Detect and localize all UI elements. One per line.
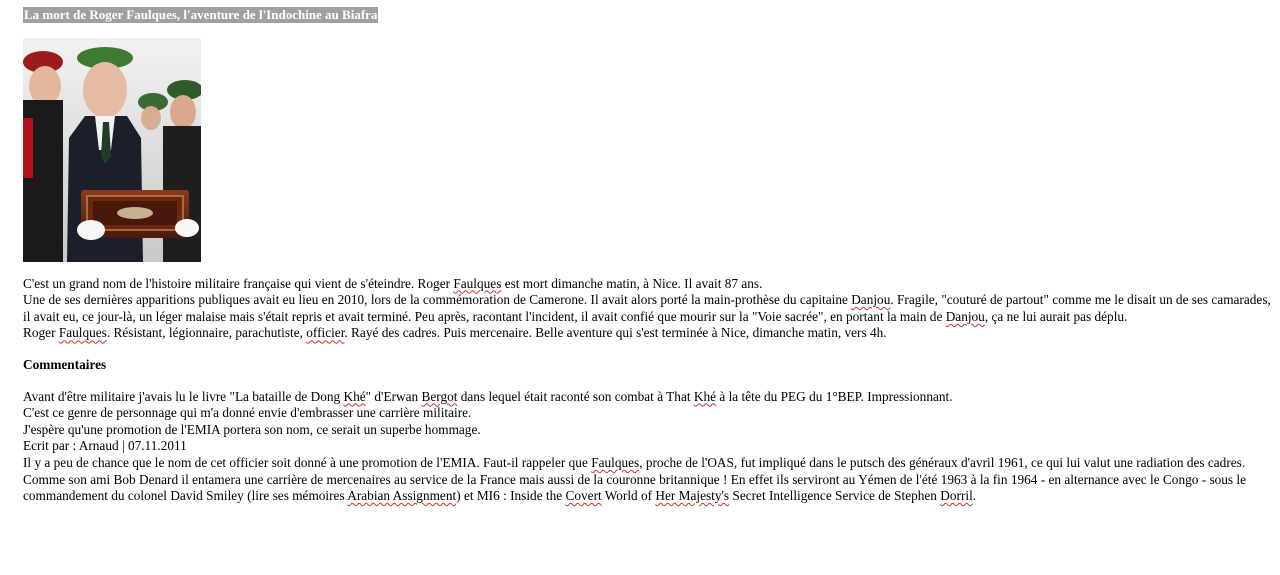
comment-line: Il y a peu de chance que le nom de cet officier soit donné à une promotion de l'EMIA. Faut-il rappeler que Faulques, proche de l'OAS, fut impliqué dans le putsch des généraux d'avril 1961, ce qui lui valut une radiation des cadres. [23, 454, 1246, 470]
spellcheck-flagged-word: Khé [693, 388, 717, 404]
spellcheck-flagged-word: Covert [565, 488, 602, 504]
spellcheck-flagged-word: Faulques [58, 325, 107, 341]
document-page [23, 7, 1273, 505]
article-photo [23, 38, 201, 262]
article-paragraph: Une de ses dernières apparitions publiques avait eu lieu en 2010, lors de la commémoration de Camerone. Il avait alors porté la main-prothèse du capitaine Danjou. Fragile, "couturé de partout" comme me le disait un de ses camarades, il avait eu, ce jour-là, un léger malaise mais s'était repris et avait terminé. Peu après, racontant l'incident, il avait confié que mourir sur la "Voie sacrée", en portant la main de Danjou, ça ne lui aurait pas déplu. [23, 292, 1271, 324]
spellcheck-flagged-word: Danjou [945, 308, 985, 324]
photo-illustration [23, 38, 201, 262]
spellcheck-flagged-word: Bergot [421, 388, 458, 404]
comment-line: C'est ce genre de personnage qui m'a donné envie d'embrasser une carrière militaire. [23, 405, 472, 421]
comment-signature: Ecrit par : Arnaud | 07.11.2011 [23, 438, 187, 454]
article-paragraph: Roger Faulques. Résistant, légionnaire, parachutiste, officier. Rayé des cadres. Puis mercenaire. Belle aventure qui s'est terminée à Nice, dimanche matin, vers 4h. [23, 325, 887, 341]
comments-body [23, 389, 1273, 505]
spellcheck-flagged-word: Arabian Assignment [347, 488, 457, 504]
article-title: La mort de Roger Faulques, l'aventure de l'Indochine au Biafra [24, 7, 378, 22]
spellcheck-flagged-word: Khé [343, 388, 366, 404]
comment-line: Avant d'être militaire j'avais lu le livre "La bataille de Dong Khé" d'Erwan Bergot dans lequel était raconté son combat à That Khé à la tête du PEG du 1°BEP. Impressionnant. [23, 388, 953, 404]
spellcheck-flagged-word: Danjou [851, 292, 891, 308]
spellcheck-flagged-word: Faulques [591, 454, 640, 470]
spellcheck-flagged-word: Faulques [453, 275, 502, 291]
comment-line: J'espère qu'une promotion de l'EMIA portera son nom, ce serait un superbe hommage. [23, 421, 481, 437]
spellcheck-flagged-word: officier [306, 325, 345, 341]
article-body [23, 276, 1273, 342]
spellcheck-flagged-word: Her Majesty's [655, 488, 730, 504]
comment-line: Comme son ami Bob Denard il entamera une carrière de mercenaires au service de la France mais aussi de la couronne britannique ! En effet ils serviront au Yémen de l'été 1963 à la fin 1964 - en alternance avec le Congo - sous le commandement du colonel David Smiley (lire ses mémoires Arabian Assignment) et MI6 : Inside the Covert World of Her Majesty's Secret Intelligence Service de Stephen Dorril. [23, 471, 1247, 504]
comments-heading: Commentaires [23, 356, 107, 372]
spellcheck-flagged-word: Dorril [940, 488, 973, 504]
article-paragraph: C'est un grand nom de l'histoire militaire française qui vient de s'éteindre. Roger Faulques est mort dimanche matin, à Nice. Il avait 87 ans. [23, 275, 763, 291]
